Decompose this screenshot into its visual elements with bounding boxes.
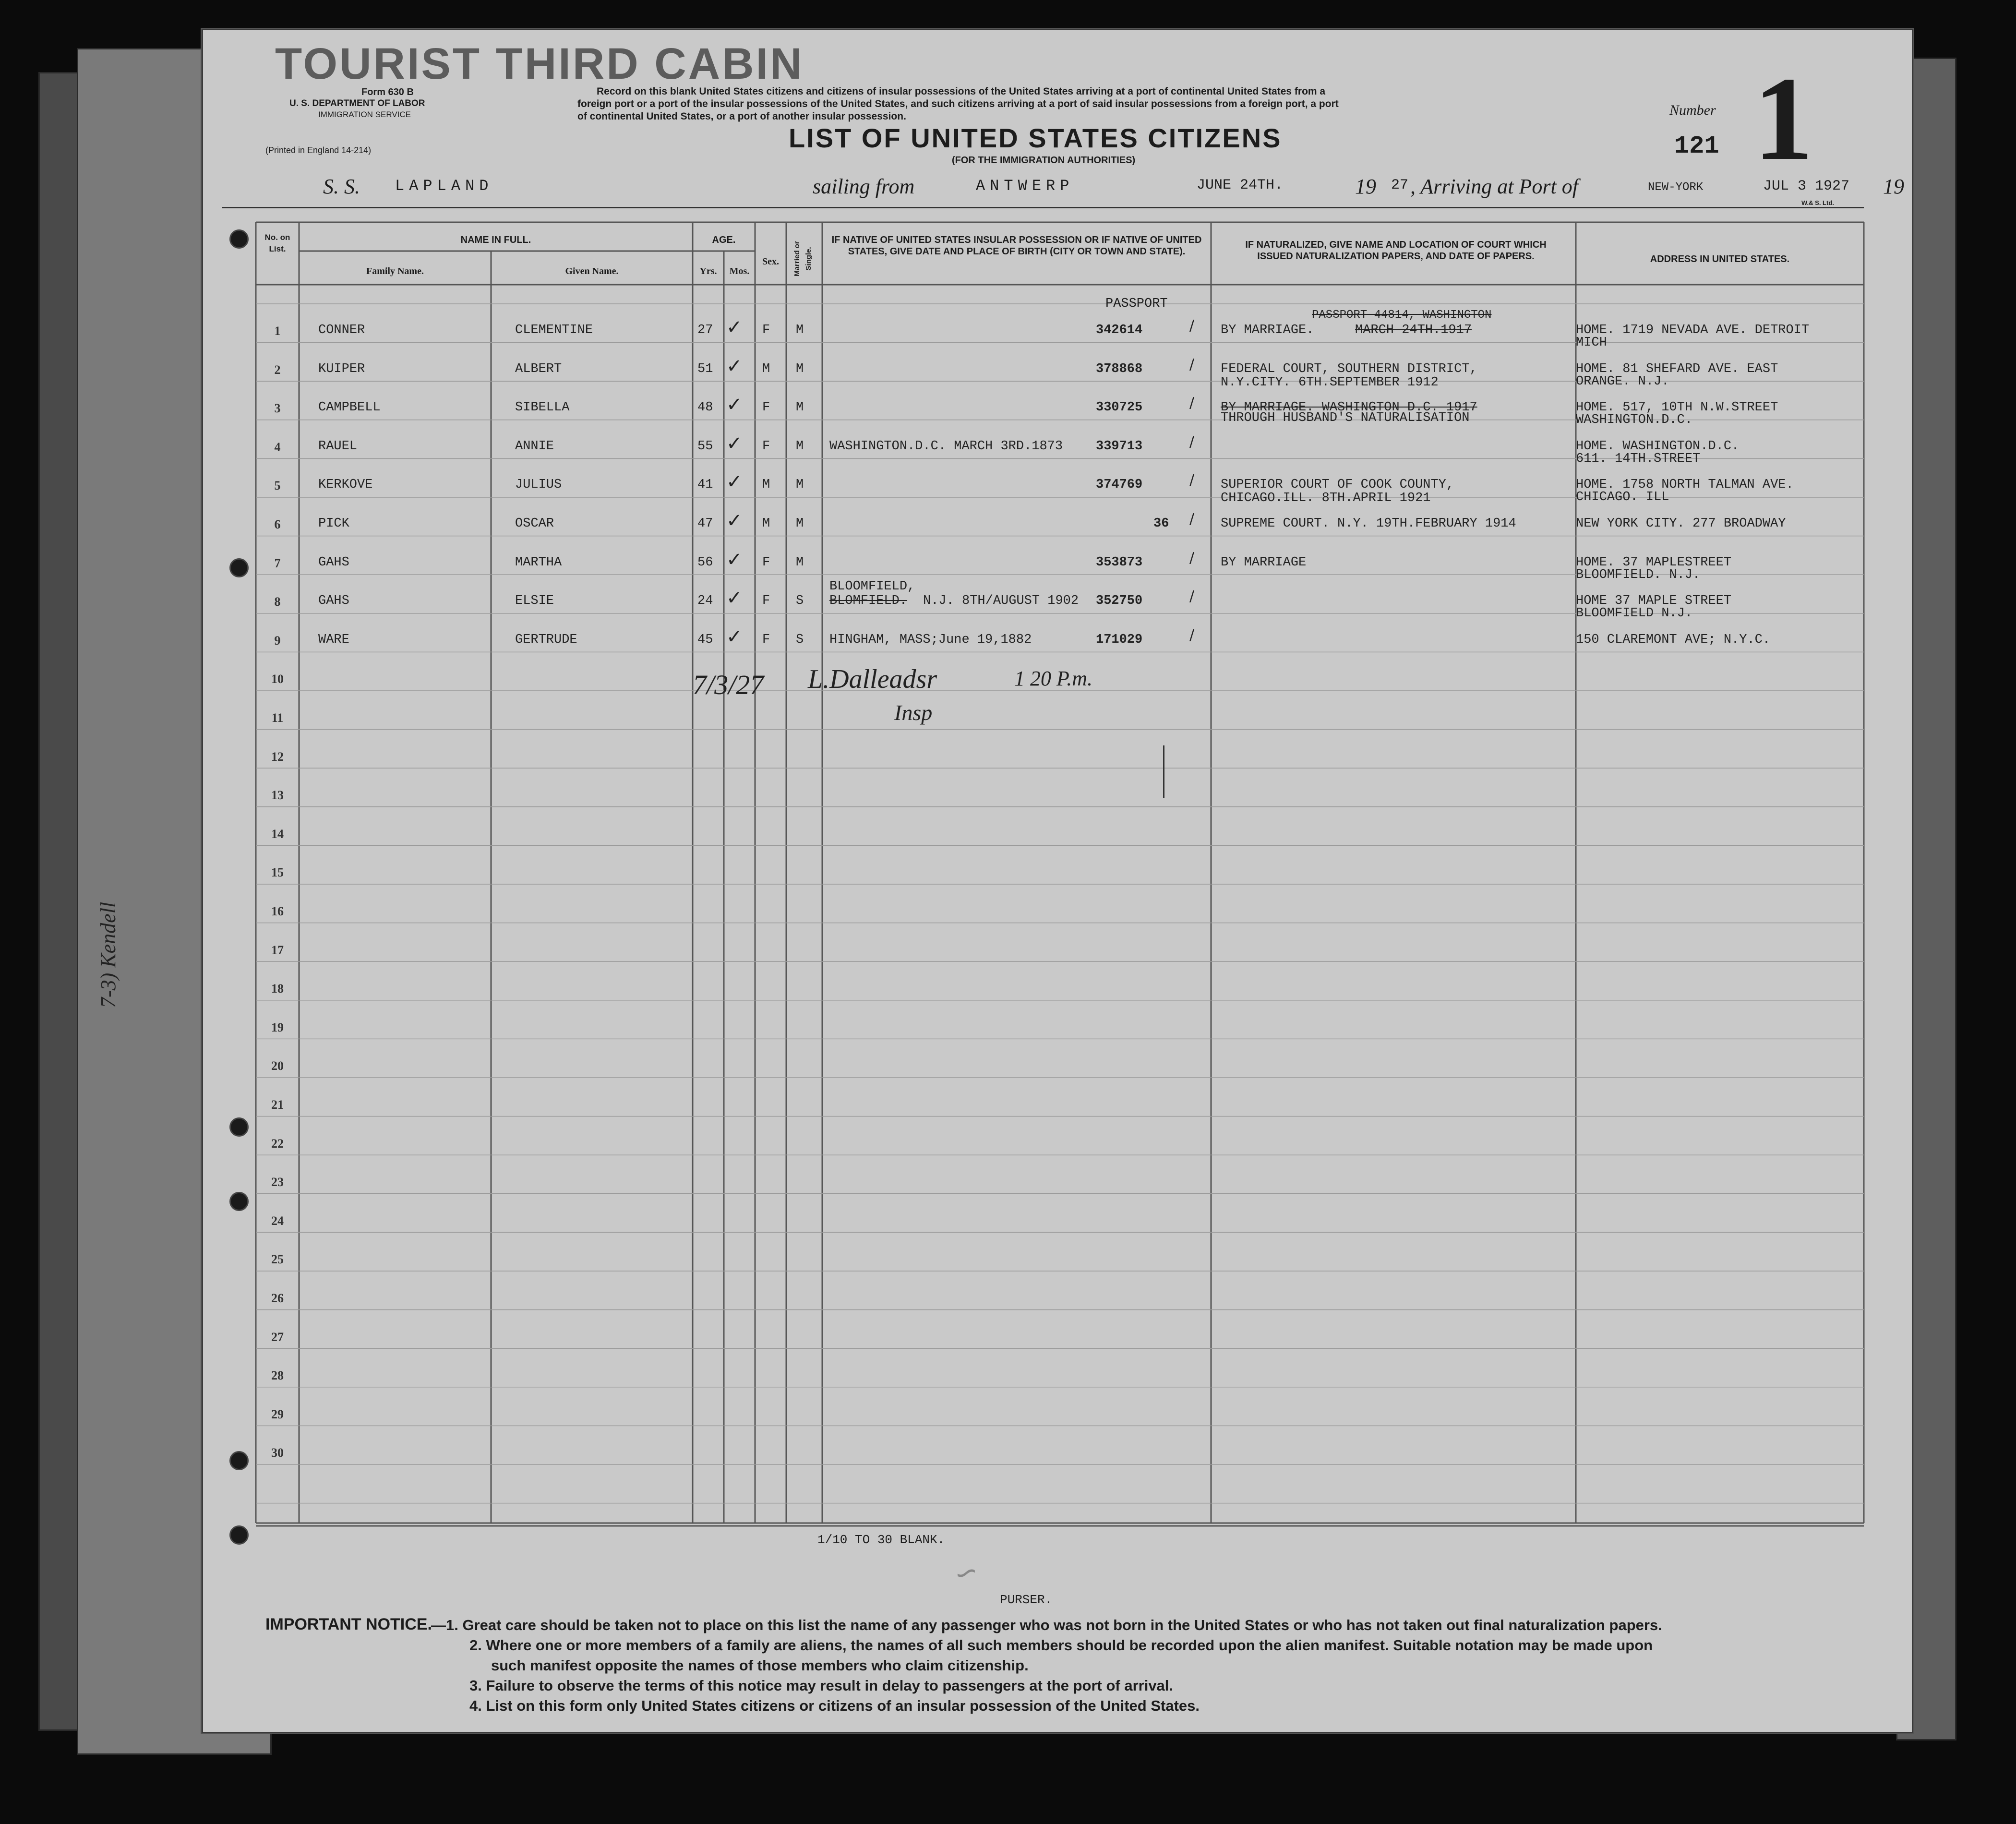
marital-status: M — [796, 361, 804, 376]
row-number: 18 — [271, 982, 284, 996]
manifest-sheet — [202, 29, 1913, 1733]
check-mark: / — [1189, 433, 1195, 450]
address-line-2: WASHINGTON.D.C. — [1576, 413, 1693, 428]
age-years: 47 — [697, 516, 713, 531]
passport-number: 339713 — [1096, 439, 1143, 454]
given-name: ALBERT — [515, 361, 562, 376]
header-mos: Mos. — [729, 266, 750, 276]
marital-status: M — [796, 516, 804, 531]
address-line-1: HOME. 1719 NEVADA AVE. DETROIT — [1576, 323, 1810, 337]
departure-date: JUNE 24TH. — [1197, 177, 1284, 193]
sex: F — [762, 439, 770, 454]
row-number: 3 — [274, 401, 281, 416]
age-years: 24 — [697, 594, 713, 609]
binder-hole — [229, 1451, 249, 1470]
number-label: Number — [1669, 102, 1716, 118]
notice-line-1: —1. Great care should be taken not to place on this list the name of any passenger who was not born in the United States or who has not taken out final naturalization papers. — [431, 1617, 1662, 1633]
row-number: 12 — [271, 749, 284, 764]
family-name: KERKOVE — [318, 478, 373, 492]
stamp-tourist-third-cabin: TOURIST THIRD CABIN — [275, 39, 804, 88]
table-row — [203, 355, 1912, 396]
table-row — [203, 579, 1912, 627]
check-mark: / — [1189, 511, 1195, 528]
marital-status: M — [796, 323, 804, 337]
naturalization-struck: MARCH 24TH.1917 — [1355, 323, 1472, 337]
table-row — [203, 309, 1912, 357]
naturalization-struck: PASSPORT 44814, WASHINGTON — [1312, 309, 1492, 322]
naturalization-line-2: N.Y.CITY. 6TH.SEPTEMBER 1912 — [1221, 375, 1439, 390]
inspector-title: Insp — [894, 700, 933, 725]
address-line-2: BLOOMFIELD. N.J. — [1576, 567, 1701, 582]
check-mark: / — [1189, 549, 1195, 566]
address-line-2: CHICAGO. ILL — [1576, 490, 1669, 505]
row-number: 25 — [271, 1252, 284, 1267]
table-row — [203, 510, 1912, 550]
row-number: 11 — [271, 711, 284, 725]
check-mark: ✓ — [726, 510, 743, 532]
age-years: 51 — [697, 361, 713, 376]
address-line-2: ORANGE. N.J. — [1576, 374, 1669, 389]
margin-note: 7-3) Kendell — [96, 901, 120, 1008]
notice-line-3: 3. Failure to observe the terms of this notice may result in delay to passengers at the port of arrival. — [469, 1677, 1174, 1694]
birth-place: HINGHAM, MASS;June 19,1882 — [829, 632, 1032, 647]
check-mark: ✓ — [726, 432, 743, 455]
binder-hole — [229, 1192, 249, 1211]
passport-number: 342614 — [1096, 323, 1143, 337]
passport-number: 171029 — [1096, 632, 1143, 647]
check-mark: ✓ — [726, 355, 743, 377]
service: IMMIGRATION SERVICE — [318, 110, 411, 119]
age-years: 55 — [697, 439, 713, 454]
year: 27 — [1391, 177, 1409, 193]
row-number: 8 — [274, 595, 281, 609]
row-number: 2 — [274, 362, 281, 377]
sex: F — [762, 594, 770, 609]
sex: M — [762, 516, 770, 531]
number-small: 121 — [1674, 132, 1719, 160]
printer-mark: W.& S. Ltd. — [1801, 199, 1834, 206]
row-number: 20 — [271, 1059, 284, 1073]
family-name: KUIPER — [318, 361, 365, 376]
family-name: PICK — [318, 516, 349, 531]
address-line-1: NEW YORK CITY. 277 BROADWAY — [1576, 516, 1786, 531]
row-number: 1 — [274, 324, 281, 338]
notice-line-4: 4. List on this form only United States citizens or citizens of an insular possession of the United States. — [469, 1697, 1200, 1714]
ss-label: S. S. — [323, 175, 360, 198]
arrival-port: NEW-YORK — [1648, 181, 1704, 194]
passport-number: 330725 — [1096, 400, 1143, 415]
page-title: LIST OF UNITED STATES CITIZENS — [789, 123, 1282, 153]
row-number: 7 — [274, 556, 281, 570]
row-number: 16 — [271, 904, 284, 918]
age-years: 56 — [697, 555, 713, 570]
table-grid — [203, 30, 1912, 1732]
handwritten-date: 7/3/27 — [693, 669, 764, 700]
row-number: 15 — [271, 865, 284, 880]
row-number: 9 — [274, 633, 281, 648]
age-years: 45 — [697, 632, 713, 647]
row-number: 21 — [271, 1098, 284, 1112]
family-name: RAUEL — [318, 439, 358, 454]
header-name-in-full: NAME IN FULL. — [460, 235, 531, 245]
row-number: 10 — [271, 672, 284, 686]
naturalization-line-2: CHICAGO.ILL. 8TH.APRIL 1921 — [1221, 491, 1431, 506]
inspection-time: 1 20 P.m. — [1014, 667, 1092, 690]
check-mark: / — [1189, 395, 1195, 412]
ship-name: LAPLAND — [395, 177, 493, 195]
header-passport: PASSPORT — [1105, 297, 1168, 311]
instruction-line: foreign port or a port of the insular possessions of the United States, and such citizens arriving at a port of said insular possessions from a foreign port, a port — [577, 98, 1339, 109]
header-yrs: Yrs. — [699, 266, 717, 276]
sex: F — [762, 555, 770, 570]
arrival-year-prefix: 19 — [1883, 175, 1904, 198]
header-given-name: Given Name. — [565, 266, 619, 276]
age-years: 41 — [697, 478, 713, 492]
address-line-1: HOME 37 MAPLE STREET — [1576, 594, 1732, 609]
naturalization-line-1: FEDERAL COURT, SOUTHERN DISTRICT, — [1221, 361, 1477, 376]
row-number: 4 — [274, 440, 281, 454]
marital-status: M — [796, 439, 804, 454]
instruction-line: Record on this blank United States citizens and citizens of insular possessions of the United States arriving at a port of continental United States from a — [597, 86, 1326, 97]
row-number: 23 — [271, 1175, 284, 1189]
page-subtitle: (FOR THE IMMIGRATION AUTHORITIES) — [952, 155, 1136, 166]
naturalization-line-1: BY MARRIAGE — [1221, 555, 1307, 570]
address-line-2: BLOOMFIELD N.J. — [1576, 606, 1693, 621]
pen-mark — [1163, 745, 1164, 798]
row-number: 29 — [271, 1407, 284, 1421]
passport-number: 352750 — [1096, 594, 1143, 609]
header-no: No. on List. — [264, 233, 290, 253]
sex: M — [762, 361, 770, 376]
row-number: 26 — [271, 1291, 284, 1305]
marital-status: M — [796, 555, 804, 570]
notice-line-2a: 2. Where one or more members of a family are aliens, the names of all such members should be recorded upon the alien manifest. Suitable notation may be made upon — [469, 1637, 1653, 1654]
check-mark: / — [1189, 317, 1195, 334]
binder-hole — [229, 558, 249, 577]
sex: F — [762, 632, 770, 647]
marital-status: M — [796, 478, 804, 492]
birth-place-note: BLOOMFIELD, — [829, 579, 915, 594]
naturalization-line-1: SUPREME COURT. N.Y. 19TH.FEBRUARY 1914 — [1221, 516, 1516, 531]
family-name: GAHS — [318, 555, 349, 570]
row-number: 22 — [271, 1136, 284, 1151]
age-years: 27 — [697, 323, 713, 337]
department: U. S. DEPARTMENT OF LABOR — [289, 98, 425, 108]
family-name: GAHS — [318, 594, 349, 609]
birth-place: N.J. 8TH/AUGUST 1902 — [923, 594, 1079, 609]
printed-in: (Printed in England 14-214) — [265, 145, 372, 155]
given-name: JULIUS — [515, 478, 562, 492]
passport-number: 36 — [1153, 516, 1169, 531]
row-number: 28 — [271, 1368, 284, 1383]
sex: M — [762, 478, 770, 492]
row-number: 14 — [271, 827, 284, 841]
header-family-name: Family Name. — [366, 266, 424, 276]
given-name: ANNIE — [515, 439, 554, 454]
table-row — [203, 432, 1912, 473]
sex: F — [762, 400, 770, 415]
row-number: 17 — [271, 943, 284, 957]
row-number: 24 — [271, 1213, 284, 1228]
given-name: SIBELLA — [515, 400, 570, 415]
number-big: 1 — [1753, 52, 1813, 185]
family-name: WARE — [318, 632, 349, 647]
header-age: AGE. — [712, 235, 736, 245]
row-number: 27 — [271, 1330, 284, 1344]
given-name: MARTHA — [515, 555, 562, 570]
table-row — [203, 548, 1912, 589]
row-number: 19 — [271, 1020, 284, 1034]
marital-status: S — [796, 632, 804, 647]
check-mark: / — [1189, 356, 1195, 373]
arriving-label: , Arriving at Port of — [1410, 175, 1578, 198]
naturalization-line-2: THROUGH HUSBAND'S NATURALISATION — [1221, 411, 1470, 426]
given-name: GERTRUDE — [515, 632, 577, 647]
row-number: 5 — [274, 479, 281, 493]
address-line-1: HOME. WASHINGTON.D.C. — [1576, 439, 1740, 454]
arrival-date-stamp: JUL 3 1927 — [1763, 178, 1850, 194]
marital-status: M — [796, 400, 804, 415]
header-native: IF NATIVE OF UNITED STATES INSULAR POSSESSION OR IF NATIVE OF UNITED STATES, GIVE DATE AND PLACE OF BIRTH (CITY OR TOWN AND STATE). — [831, 235, 1202, 257]
birth-place: WASHINGTON.D.C. MARCH 3RD.1873 — [829, 439, 1063, 454]
family-name: CONNER — [318, 323, 365, 337]
header-naturalized: IF NATURALIZED, GIVE NAME AND LOCATION OF COURT WHICH ISSUED NATURALIZATION PAPERS, AND DATE OF PAPERS. — [1245, 240, 1547, 262]
address-line-1: HOME. 37 MAPLESTREET — [1576, 555, 1732, 570]
sailing-label: sailing from — [813, 175, 915, 198]
check-mark: / — [1189, 626, 1195, 644]
binder-hole — [229, 1525, 249, 1545]
check-mark: ✓ — [726, 394, 743, 416]
address-line-1: HOME. 81 SHEFARD AVE. EAST — [1576, 361, 1778, 376]
header-married: Married or Single. — [793, 241, 813, 276]
naturalization-struck: BY MARRIAGE. WASHINGTON D.C. 1917 — [1221, 400, 1477, 415]
notice-title: IMPORTANT NOTICE. — [265, 1615, 432, 1633]
instruction-line: of continental United States, or a port of another insular possession. — [577, 111, 906, 122]
check-mark: / — [1189, 588, 1195, 605]
passport-number: 374769 — [1096, 478, 1143, 492]
blank-note: 1/10 TO 30 BLANK. — [817, 1533, 945, 1547]
inspector-signature: L.Dalleadsr — [808, 664, 937, 694]
check-mark: / — [1189, 472, 1195, 489]
naturalization-line-1: SUPERIOR COURT OF COOK COUNTY, — [1221, 478, 1454, 492]
address-line-2: 611. 14TH.STREET — [1576, 451, 1701, 466]
purser-signature-scrawl: ∽ — [947, 1554, 981, 1593]
check-mark: ✓ — [726, 471, 743, 493]
check-mark: ✓ — [726, 548, 743, 571]
binder-hole — [229, 1117, 249, 1137]
row-number: 30 — [271, 1446, 284, 1460]
row-number: 13 — [271, 788, 284, 803]
birth-place-struck: BLOMFIELD. — [829, 594, 908, 609]
departure-port: ANTWERP — [976, 177, 1074, 195]
form-number: Form 630 B — [361, 87, 414, 97]
passport-number: 353873 — [1096, 555, 1143, 570]
check-mark: ✓ — [726, 625, 743, 648]
check-mark: ✓ — [726, 316, 743, 338]
header-sex: Sex. — [762, 256, 779, 267]
passport-number: 378868 — [1096, 361, 1143, 376]
table-row — [203, 625, 1912, 666]
age-years: 48 — [697, 400, 713, 415]
check-mark: ✓ — [726, 587, 743, 610]
binder-hole — [229, 229, 249, 249]
year-prefix: 19 — [1355, 175, 1376, 198]
naturalization-line-1: BY MARRIAGE. — [1221, 323, 1314, 337]
notice-line-2b: such manifest opposite the names of those members who claim citizenship. — [491, 1657, 1029, 1674]
row-number: 6 — [274, 517, 281, 531]
header-address: ADDRESS IN UNITED STATES. — [1650, 254, 1790, 264]
marital-status: S — [796, 594, 804, 609]
address-line-1: HOME. 517, 10TH N.W.STREET — [1576, 400, 1778, 415]
given-name: CLEMENTINE — [515, 323, 593, 337]
purser-label: PURSER. — [1000, 1593, 1053, 1607]
address-line-1: 150 CLAREMONT AVE; N.Y.C. — [1576, 632, 1771, 647]
address-line-2: MICH — [1576, 336, 1607, 350]
given-name: OSCAR — [515, 516, 554, 531]
family-name: CAMPBELL — [318, 400, 381, 415]
address-line-1: HOME. 1758 NORTH TALMAN AVE. — [1576, 478, 1794, 492]
table-row — [203, 394, 1912, 434]
sex: F — [762, 323, 770, 337]
given-name: ELSIE — [515, 594, 554, 609]
table-row — [203, 471, 1912, 511]
